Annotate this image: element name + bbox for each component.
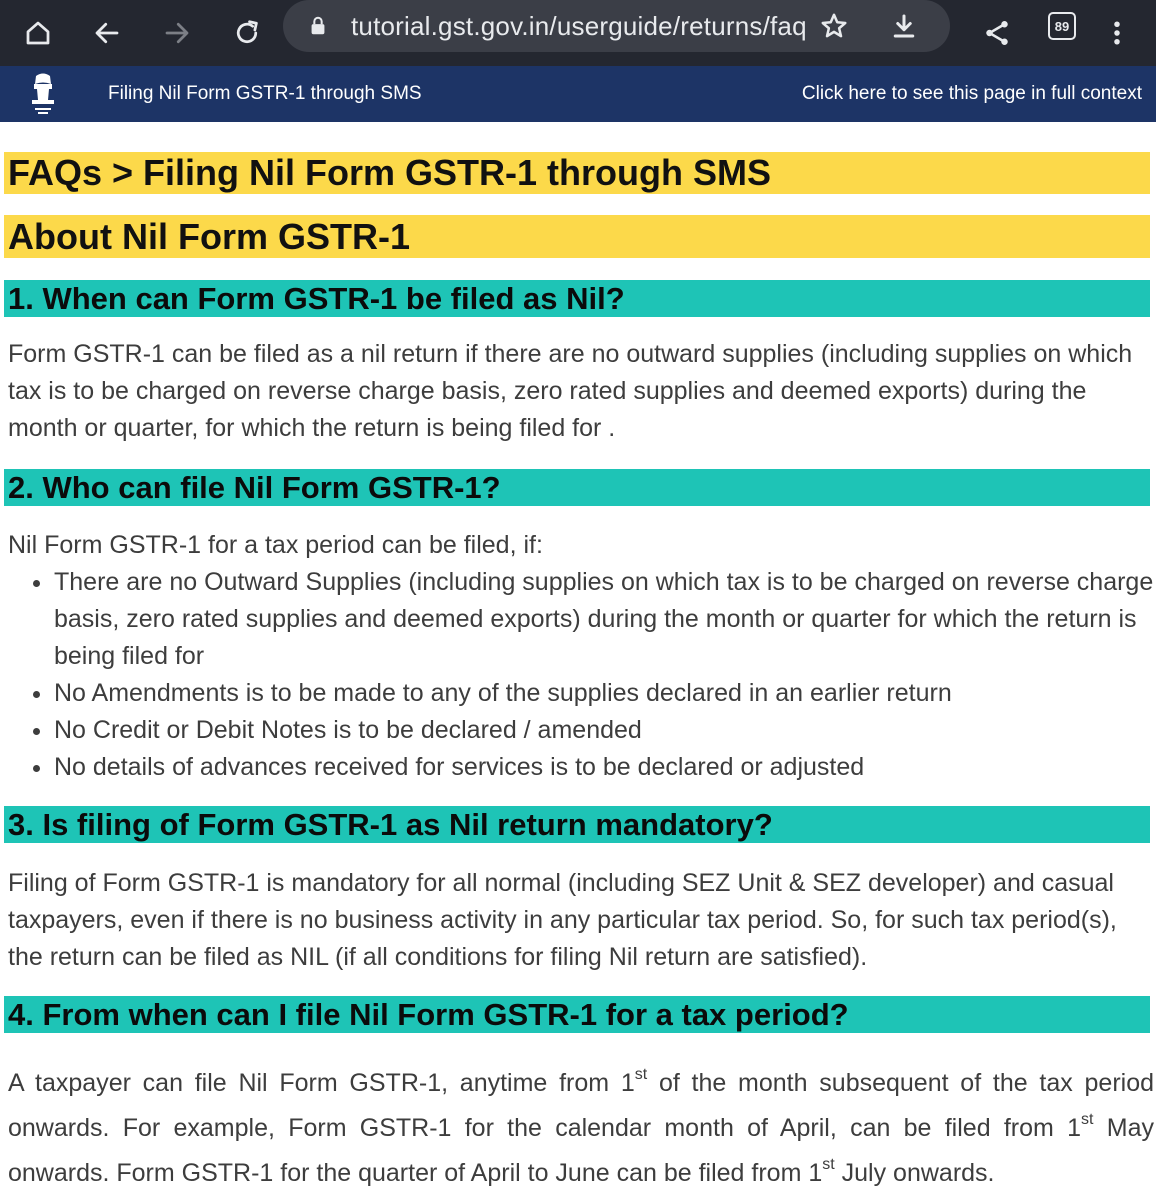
overflow-menu-icon[interactable]	[1092, 8, 1142, 58]
list-item: • No Credit or Debit Notes is to be declared / amended	[54, 712, 1154, 749]
faq-answer-2-intro: Nil Form GSTR-1 for a tax period can be filed, if:	[8, 531, 543, 559]
url-text[interactable]: tutorial.gst.gov.in/userguide/returns/faq	[351, 11, 807, 41]
national-emblem-icon	[26, 70, 60, 118]
download-icon[interactable]	[879, 1, 929, 51]
home-icon[interactable]	[13, 8, 63, 58]
list-item: • No Amendments is to be made to any of the supplies declared in an earlier return	[54, 675, 1154, 712]
faq-answer-3: Filing of Form GSTR-1 is mandatory for all normal (including SEZ Unit & SEZ developer) and casual taxpayers, even if there is no business activity in any particular tax period. So, for such tax period(s), the return can be filed as NIL (if all conditions for filing Nil return are satisfied).	[8, 869, 1117, 971]
faq-question-2: 2. Who can file Nil Form GSTR-1?	[4, 469, 1150, 506]
address-bar[interactable]	[283, 0, 950, 52]
browser-toolbar	[0, 0, 1156, 66]
site-header	[0, 66, 1156, 122]
full-context-link[interactable]: Click here to see this page in full context	[801, 83, 1142, 104]
share-icon[interactable]	[972, 8, 1022, 58]
lock-icon	[293, 1, 343, 51]
tab-switcher-icon[interactable]: 89	[1048, 12, 1076, 40]
list-item: • No details of advances received for services is to be declared or adjusted	[54, 749, 1154, 786]
breadcrumb: FAQs > Filing Nil Form GSTR-1 through SMS	[4, 152, 1150, 194]
faq-answer-2-list	[8, 564, 1154, 786]
forward-arrow-icon[interactable]	[152, 8, 202, 58]
section-title: About Nil Form GSTR-1	[4, 215, 1150, 258]
faq-answer-1: Form GSTR-1 can be filed as a nil return if there are no outward supplies (including supplies on which tax is to be charged on reverse charge basis, zero rated supplies and deemed exports) during the month or quarter, for which the return is being filed for .	[8, 340, 1133, 442]
faq-answer-4: A taxpayer can file Nil Form GSTR-1, anytime from 1st of the month subsequent of the tax period onwards. For example, Form GSTR-1 for the calendar month of April, can be filed from 1st May onwards. Form GSTR-1 for the quarter of April to June can be filed from 1st July onwards.	[8, 1065, 1155, 1187]
back-arrow-icon[interactable]	[82, 8, 132, 58]
page-title: Filing Nil Form GSTR-1 through SMS	[108, 83, 422, 104]
faq-question-1: 1. When can Form GSTR-1 be filed as Nil?	[4, 280, 1150, 317]
faq-question-4: 4. From when can I file Nil Form GSTR-1 for a tax period?	[4, 996, 1150, 1033]
faq-question-3: 3. Is filing of Form GSTR-1 as Nil return mandatory?	[4, 806, 1150, 843]
list-item: • There are no Outward Supplies (including supplies on which tax is to be charged on reverse charge basis, zero rated supplies and deemed exports) during the month or quarter for which the return is being filed for	[54, 564, 1154, 675]
star-icon[interactable]	[809, 1, 859, 51]
reload-icon[interactable]	[222, 8, 272, 58]
